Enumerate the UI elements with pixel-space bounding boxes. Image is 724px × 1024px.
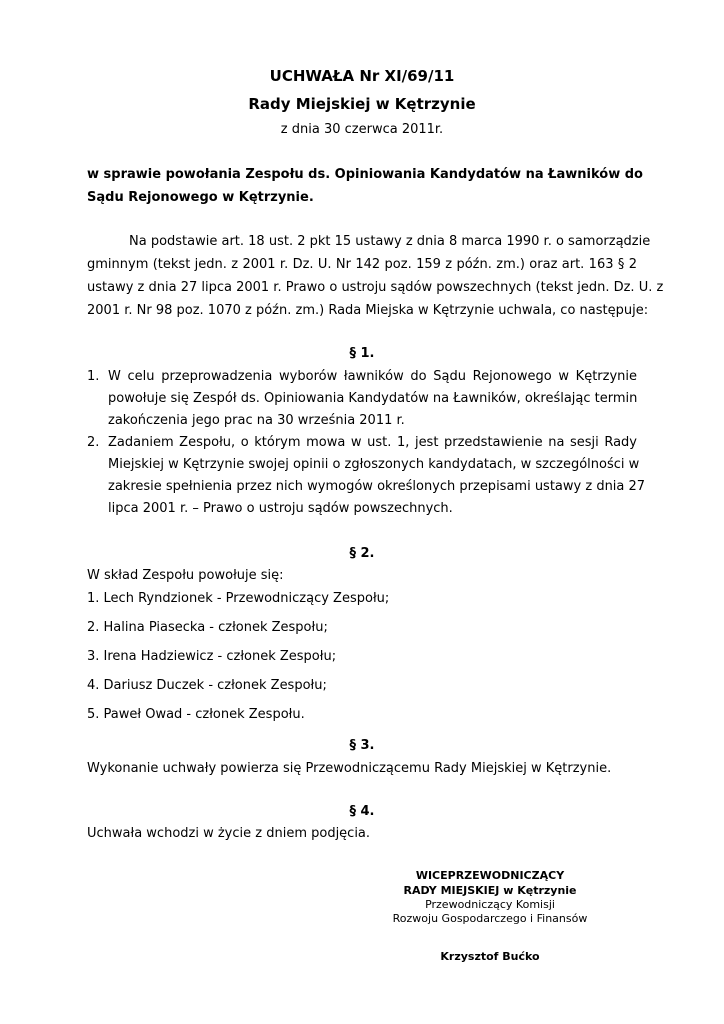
preamble-line-2: gminnym (tekst jedn. z 2001 r. Dz. U. Nr 142 poz. 159 z późn. zm.) oraz art. 163 § 2: [87, 257, 637, 272]
member-item: 2. Halina Piasecka - członek Zespołu;: [87, 620, 328, 635]
signature-role-2: Rozwoju Gospodarczego i Finansów: [392, 912, 588, 925]
preamble-line-3: ustawy z dnia 27 lipca 2001 r. Prawo o ustroju sądów powszechnych (tekst jedn. Dz. U. z: [87, 280, 664, 295]
signature-role-1: Przewodniczący Komisji: [425, 898, 555, 911]
section-4-heading: § 4.: [349, 804, 375, 819]
preamble-line-1: Na podstawie art. 18 ust. 2 pkt 15 ustawy z dnia 8 marca 1990 r. o samorządzie: [129, 234, 651, 249]
resolution-title: UCHWAŁA Nr XI/69/11: [269, 67, 455, 85]
section-1-item-2-line-3: zakresie spełnienia przez nich wymogów określonych przepisami ustawy z dnia 27: [108, 479, 646, 494]
section-1-item-2-line-2: Miejskiej w Kętrzynie swojej opinii o zgłoszonych kandydatach, w szczególności w: [108, 457, 640, 472]
signature-title-1: WICEPRZEWODNICZĄCY: [415, 869, 565, 882]
member-item: 4. Dariusz Duczek - członek Zespołu;: [87, 678, 327, 693]
resolution-date: z dnia 30 czerwca 2011r.: [280, 122, 444, 137]
section-1-item-1-number: 1.: [87, 369, 100, 384]
section-1-item-2-line-4: lipca 2001 r. – Prawo o ustroju sądów powszechnych.: [108, 501, 453, 516]
section-4-text: Uchwała wchodzi w życie z dniem podjęcia.: [87, 826, 371, 841]
subject-line-1: w sprawie powołania Zespołu ds. Opiniowania Kandydatów na Ławników do: [87, 167, 643, 182]
section-2-intro: W skład Zespołu powołuje się:: [87, 568, 284, 583]
section-1-item-1-line-3: zakończenia jego prac na 30 września 2011 r.: [108, 413, 405, 428]
section-2-heading: § 2.: [349, 546, 375, 561]
section-1-heading: § 1.: [349, 346, 375, 361]
section-3-heading: § 3.: [349, 738, 375, 753]
council-name: Rady Miejskiej w Kętrzynie: [248, 95, 476, 113]
section-1-item-2-line-1: Zadaniem Zespołu, o którym mowa w ust. 1, jest przedstawienie na sesji Rady: [108, 435, 637, 450]
signature-title-2: RADY MIEJSKIEJ w Kętrzynie: [403, 884, 577, 897]
signature-name: Krzysztof Bućko: [440, 950, 540, 963]
section-3-text: Wykonanie uchwały powierza się Przewodniczącemu Rady Miejskiej w Kętrzynie.: [87, 761, 612, 776]
member-item: 3. Irena Hadziewicz - członek Zespołu;: [87, 649, 337, 664]
member-item: 5. Paweł Owad - członek Zespołu.: [87, 707, 305, 722]
section-1-item-1-line-1: W celu przeprowadzenia wyborów ławników do Sądu Rejonowego w Kętrzynie: [108, 369, 637, 384]
section-1-item-1-line-2: powołuje się Zespół ds. Opiniowania Kandydatów na Ławników, określając termin: [108, 391, 638, 406]
section-1-item-2-number: 2.: [87, 435, 100, 450]
subject-line-2: Sądu Rejonowego w Kętrzynie.: [87, 190, 314, 205]
member-item: 1. Lech Ryndzionek - Przewodniczący Zespołu;: [87, 591, 390, 606]
preamble-line-4: 2001 r. Nr 98 poz. 1070 z późn. zm.) Rada Miejska w Kętrzynie uchwala, co następuje:: [87, 303, 649, 318]
